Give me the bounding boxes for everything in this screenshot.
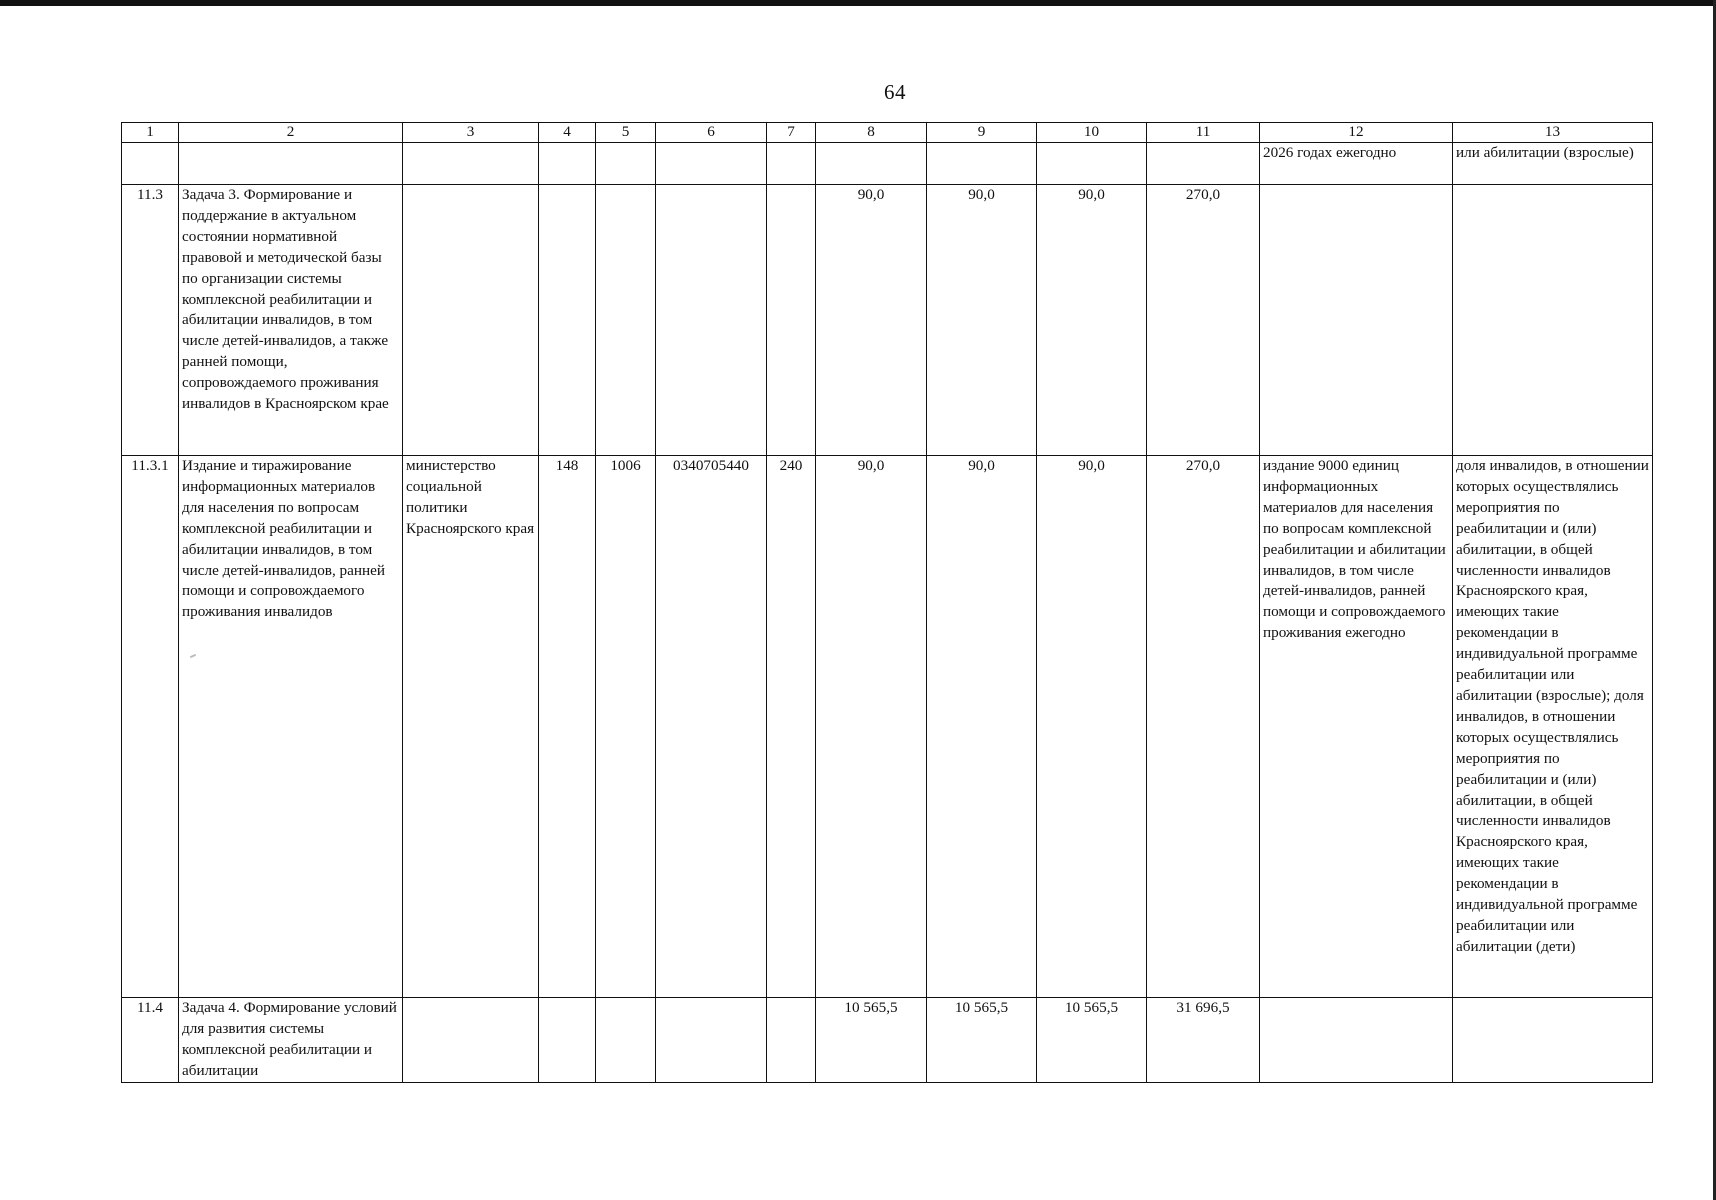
row-value-8 — [816, 143, 927, 185]
row-description: Издание и тиражирование информационных материалов для населения по вопросам комплексной реабилитации и абилитации инвалидов, в том числе детей-инвалидов, ранней помощи и сопровождаемого проживания инвалидов — [179, 456, 403, 998]
row-expected-result: издание 9000 единиц информационных материалов для населения по вопросам комплексной реабилитации и абилитации инвалидов, в том числе детей-инвалидов, ранней помощи и сопровождаемого проживания ежегодно — [1260, 456, 1453, 998]
table-row — [122, 185, 1653, 456]
row-indicator: доля инвалидов, в отношении которых осуществлялись мероприятия по реабилитации и (или) абилитации, в общей численности инвалидов Красноярского края, имеющих такие рекомендации в индивидуальной программе реабилитации или абилитации (взрослые); доля инвалидов, в отношении которых осуществлялись мероприятия по реабилитации и (или) абилитации, в общей численности инвалидов Красноярского края, имеющих такие рекомендации в индивидуальной программе реабилитации или абилитации (дети) — [1453, 456, 1653, 998]
row-code-7: 240 — [767, 456, 816, 998]
row-code-7 — [767, 143, 816, 185]
table-row — [122, 998, 1653, 1083]
column-header: 11 — [1147, 123, 1260, 143]
row-executor — [403, 185, 539, 456]
column-header: 12 — [1260, 123, 1453, 143]
row-description — [179, 143, 403, 185]
table-header-row — [122, 123, 1653, 143]
column-header: 5 — [596, 123, 656, 143]
row-number — [122, 143, 179, 185]
row-code-5: 1006 — [596, 456, 656, 998]
column-header: 9 — [927, 123, 1037, 143]
row-expected-result — [1260, 998, 1453, 1083]
row-indicator — [1453, 998, 1653, 1083]
column-header: 8 — [816, 123, 927, 143]
row-expected-result — [1260, 185, 1453, 456]
column-header: 4 — [539, 123, 596, 143]
column-header: 13 — [1453, 123, 1653, 143]
row-value-9: 90,0 — [927, 185, 1037, 456]
page-number: 64 — [884, 80, 906, 104]
row-executor: министерство социальной политики Красноярского края — [403, 456, 539, 998]
row-value-11: 270,0 — [1147, 456, 1260, 998]
row-value-8: 90,0 — [816, 456, 927, 998]
table-row — [122, 143, 1653, 185]
row-value-11: 270,0 — [1147, 185, 1260, 456]
row-value-9 — [927, 143, 1037, 185]
row-code-6 — [656, 998, 767, 1083]
column-header: 10 — [1037, 123, 1147, 143]
row-indicator: или абилитации (взрослые) — [1453, 143, 1653, 185]
row-value-9: 10 565,5 — [927, 998, 1037, 1083]
scan-top-border — [0, 0, 1716, 6]
row-value-10: 90,0 — [1037, 185, 1147, 456]
row-value-9: 90,0 — [927, 456, 1037, 998]
column-header: 6 — [656, 123, 767, 143]
row-code-5 — [596, 998, 656, 1083]
row-code-4: 148 — [539, 456, 596, 998]
column-header: 2 — [179, 123, 403, 143]
row-value-10: 90,0 — [1037, 456, 1147, 998]
column-header: 1 — [122, 123, 179, 143]
row-code-6: 0340705440 — [656, 456, 767, 998]
row-code-5 — [596, 185, 656, 456]
table-row — [122, 456, 1653, 998]
column-header: 3 — [403, 123, 539, 143]
row-description: Задача 3. Формирование и поддержание в актуальном состоянии нормативной правовой и методической базы по организации системы комплексной реабилитации и абилитации инвалидов, в том числе детей-инвалидов, а также ранней помощи, сопровождаемого проживания инвалидов в Красноярском крае — [179, 185, 403, 456]
row-code-5 — [596, 143, 656, 185]
row-executor — [403, 143, 539, 185]
row-code-4 — [539, 143, 596, 185]
row-number: 11.3 — [122, 185, 179, 456]
row-executor — [403, 998, 539, 1083]
row-value-11: 31 696,5 — [1147, 998, 1260, 1083]
row-expected-result: 2026 годах ежегодно — [1260, 143, 1453, 185]
row-description: Задача 4. Формирование условий для развития системы комплексной реабилитации и абилитации — [179, 998, 403, 1083]
row-value-8: 10 565,5 — [816, 998, 927, 1083]
row-code-7 — [767, 185, 816, 456]
column-header: 7 — [767, 123, 816, 143]
row-code-6 — [656, 185, 767, 456]
program-activities-table — [121, 122, 1653, 1083]
row-value-8: 90,0 — [816, 185, 927, 456]
row-value-11 — [1147, 143, 1260, 185]
row-value-10: 10 565,5 — [1037, 998, 1147, 1083]
row-code-4 — [539, 998, 596, 1083]
row-code-7 — [767, 998, 816, 1083]
row-number: 11.3.1 — [122, 456, 179, 998]
row-number: 11.4 — [122, 998, 179, 1083]
row-value-10 — [1037, 143, 1147, 185]
row-indicator — [1453, 185, 1653, 456]
row-code-6 — [656, 143, 767, 185]
row-code-4 — [539, 185, 596, 456]
